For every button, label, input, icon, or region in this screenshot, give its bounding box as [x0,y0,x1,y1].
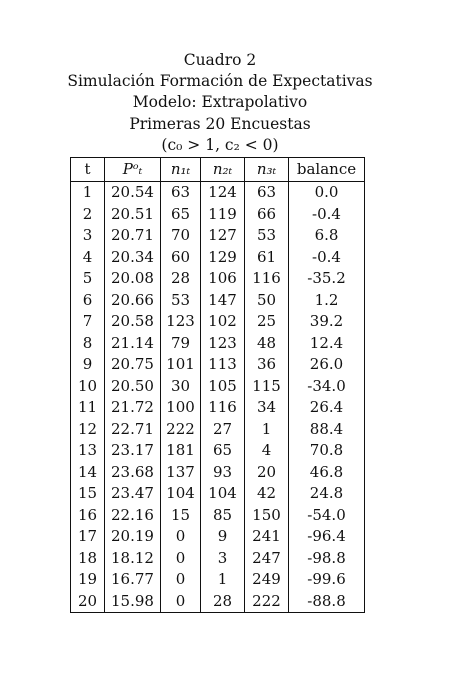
cell-n3: 1 [245,419,289,441]
cell-n1: 53 [161,290,201,312]
cell-t: 4 [71,247,105,269]
cell-balance: -88.8 [289,591,365,613]
cell-balance: 39.2 [289,311,365,333]
table-row [71,483,365,505]
table-row [71,419,365,441]
cell-balance: -0.4 [289,204,365,226]
table-caption-title: Simulación Formación de Expectativas [67,72,373,90]
cell-balance: -0.4 [289,247,365,269]
cell-price: 20.75 [105,354,161,376]
cell-n3: 241 [245,526,289,548]
cell-n3: 53 [245,225,289,247]
cell-n1: 70 [161,225,201,247]
cell-n1: 137 [161,462,201,484]
table-row [71,569,365,591]
cell-price: 16.77 [105,569,161,591]
cell-balance: -98.8 [289,548,365,570]
cell-n1: 79 [161,333,201,355]
cell-n2: 119 [201,204,245,226]
cell-n1: 123 [161,311,201,333]
cell-price: 21.14 [105,333,161,355]
cell-n3: 66 [245,204,289,226]
cell-n2: 127 [201,225,245,247]
table-row [71,548,365,570]
table-row [71,182,365,204]
cell-n1: 100 [161,397,201,419]
cell-balance: 70.8 [289,440,365,462]
table-row [71,505,365,527]
cell-n3: 150 [245,505,289,527]
table-row [71,311,365,333]
cell-balance: -34.0 [289,376,365,398]
cell-balance: -96.4 [289,526,365,548]
cell-price: 20.71 [105,225,161,247]
cell-n1: 0 [161,526,201,548]
cell-price: 20.51 [105,204,161,226]
table-caption-number: Cuadro 2 [183,51,257,69]
cell-balance: 6.8 [289,225,365,247]
cell-n3: 61 [245,247,289,269]
table-row [71,204,365,226]
cell-n3: 50 [245,290,289,312]
cell-n1: 104 [161,483,201,505]
cell-n2: 3 [201,548,245,570]
cell-n3: 36 [245,354,289,376]
cell-n3: 48 [245,333,289,355]
table-body [71,182,365,613]
cell-t: 17 [71,526,105,548]
cell-price: 15.98 [105,591,161,613]
cell-n2: 28 [201,591,245,613]
simulation-table [70,157,365,613]
cell-n1: 63 [161,182,201,204]
cell-t: 2 [71,204,105,226]
cell-price: 23.17 [105,440,161,462]
cell-n3: 34 [245,397,289,419]
cell-balance: -35.2 [289,268,365,290]
cell-n1: 0 [161,591,201,613]
cell-t: 3 [71,225,105,247]
table-caption-condition: (c₀ > 1, c₂ < 0) [161,136,279,154]
cell-n1: 181 [161,440,201,462]
header-n2: n₂ₜ [201,158,245,182]
table-row [71,462,365,484]
cell-t: 6 [71,290,105,312]
cell-balance: 0.0 [289,182,365,204]
table-row [71,333,365,355]
table-row [71,397,365,419]
cell-balance: 26.0 [289,354,365,376]
header-price: Pᵒₜ [105,158,161,182]
cell-n2: 104 [201,483,245,505]
table-row [71,440,365,462]
cell-n2: 9 [201,526,245,548]
cell-t: 9 [71,354,105,376]
table-caption-model: Modelo: Extrapolativo [132,93,308,111]
cell-t: 14 [71,462,105,484]
cell-n2: 93 [201,462,245,484]
header-balance: balance [289,158,365,182]
cell-n1: 65 [161,204,201,226]
cell-t: 5 [71,268,105,290]
cell-t: 10 [71,376,105,398]
cell-n2: 65 [201,440,245,462]
cell-n1: 30 [161,376,201,398]
cell-balance: 24.8 [289,483,365,505]
cell-price: 22.71 [105,419,161,441]
cell-price: 18.12 [105,548,161,570]
cell-n3: 63 [245,182,289,204]
cell-n2: 105 [201,376,245,398]
table-row [71,354,365,376]
cell-balance: 46.8 [289,462,365,484]
cell-price: 22.16 [105,505,161,527]
cell-n2: 106 [201,268,245,290]
table-row [71,268,365,290]
cell-t: 8 [71,333,105,355]
cell-n1: 28 [161,268,201,290]
cell-price: 20.54 [105,182,161,204]
cell-n2: 102 [201,311,245,333]
table-row [71,591,365,613]
cell-n2: 123 [201,333,245,355]
cell-n3: 115 [245,376,289,398]
cell-n3: 249 [245,569,289,591]
cell-price: 20.66 [105,290,161,312]
table-row [71,290,365,312]
cell-price: 23.68 [105,462,161,484]
cell-n1: 222 [161,419,201,441]
cell-balance: 1.2 [289,290,365,312]
cell-t: 7 [71,311,105,333]
cell-balance: 26.4 [289,397,365,419]
cell-t: 20 [71,591,105,613]
cell-n3: 247 [245,548,289,570]
header-t: t [71,158,105,182]
cell-n2: 147 [201,290,245,312]
cell-price: 23.47 [105,483,161,505]
cell-n3: 20 [245,462,289,484]
cell-n2: 113 [201,354,245,376]
table-header-row [71,158,365,182]
cell-balance: -99.6 [289,569,365,591]
cell-balance: -54.0 [289,505,365,527]
cell-n3: 222 [245,591,289,613]
cell-t: 19 [71,569,105,591]
cell-t: 12 [71,419,105,441]
table-row [71,225,365,247]
header-n1: n₁ₜ [161,158,201,182]
header-n3: n₃ₜ [245,158,289,182]
cell-n2: 124 [201,182,245,204]
cell-t: 18 [71,548,105,570]
table-row [71,376,365,398]
cell-price: 20.19 [105,526,161,548]
cell-n2: 1 [201,569,245,591]
cell-n1: 101 [161,354,201,376]
cell-t: 1 [71,182,105,204]
cell-price: 20.34 [105,247,161,269]
cell-t: 15 [71,483,105,505]
cell-balance: 88.4 [289,419,365,441]
table-row [71,526,365,548]
cell-n2: 27 [201,419,245,441]
table-row [71,247,365,269]
cell-n2: 116 [201,397,245,419]
cell-n3: 4 [245,440,289,462]
cell-n2: 129 [201,247,245,269]
cell-price: 21.72 [105,397,161,419]
cell-t: 11 [71,397,105,419]
cell-n1: 15 [161,505,201,527]
cell-n2: 85 [201,505,245,527]
cell-price: 20.58 [105,311,161,333]
cell-n3: 116 [245,268,289,290]
cell-n3: 25 [245,311,289,333]
table-caption-scope: Primeras 20 Encuestas [129,115,311,133]
cell-n3: 42 [245,483,289,505]
cell-n1: 60 [161,247,201,269]
cell-balance: 12.4 [289,333,365,355]
cell-t: 16 [71,505,105,527]
cell-price: 20.08 [105,268,161,290]
cell-n1: 0 [161,548,201,570]
cell-price: 20.50 [105,376,161,398]
cell-t: 13 [71,440,105,462]
cell-n1: 0 [161,569,201,591]
